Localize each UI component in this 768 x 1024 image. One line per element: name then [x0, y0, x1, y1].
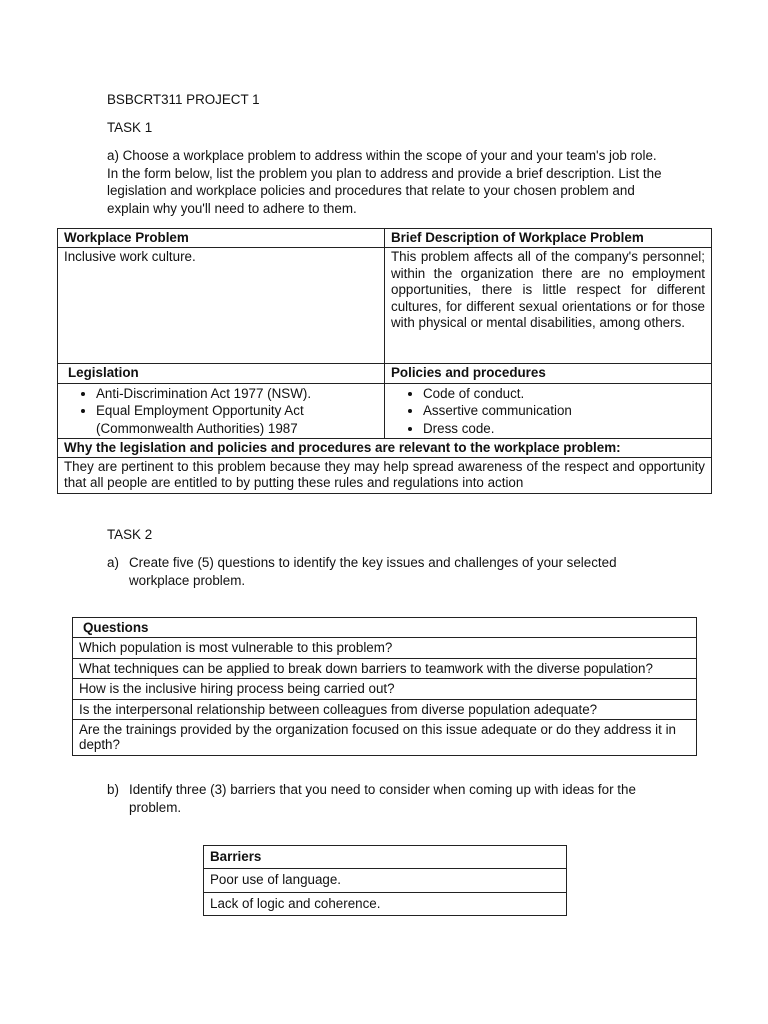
item-a-label: a): [107, 555, 119, 570]
question-row: How is the inclusive hiring process being carried out?: [73, 679, 697, 699]
document-title: BSBCRT311 PROJECT 1: [107, 92, 260, 107]
policies-header: Policies and procedures: [385, 364, 712, 383]
task2-label: TASK 2: [107, 527, 153, 542]
why-relevant-header: Why the legislation and policies and procedures are relevant to the workplace problem:: [58, 438, 712, 457]
workplace-problem-cell: Inclusive work culture.: [58, 248, 385, 364]
legislation-list: [64, 385, 378, 438]
question-row: What techniques can be applied to break down barriers to teamwork with the diverse population?: [73, 658, 697, 678]
question-row: Which population is most vulnerable to this problem?: [73, 638, 697, 658]
task1-intro: a) Choose a workplace problem to address within the scope of your and your team's job role. In the form below, list the problem you plan to address and provide a brief description. List the legislation and workplace policies and procedures that relate to your chosen problem and explain why you'll need to adhere to them.: [107, 148, 662, 216]
legislation-header: Legislation: [58, 364, 385, 383]
legislation-item: • Anti-Discrimination Act 1977 (NSW).: [96, 385, 378, 403]
task1-label: TASK 1: [107, 120, 153, 135]
barriers-table: [203, 845, 567, 916]
description-cell: This problem affects all of the company's personnel; within the organization there are no employment opportunities, there is little respect for different cultures, for different sexual orientations or for those with physical or mental disabilities, among others.: [385, 248, 712, 364]
policies-list: [391, 385, 705, 438]
description-header: Brief Description of Workplace Problem: [385, 229, 712, 248]
barrier-row: Poor use of language.: [204, 869, 567, 892]
workplace-problem-header: Workplace Problem: [58, 229, 385, 248]
legislation-cell: [58, 383, 385, 438]
item-a-text: Create five (5) questions to identify the key issues and challenges of your selected workplace problem.: [129, 555, 617, 588]
question-row: Is the interpersonal relationship between colleagues from diverse population adequate?: [73, 699, 697, 719]
item-b-label: b): [107, 782, 119, 797]
questions-header: Questions: [73, 618, 697, 638]
questions-table: [72, 617, 697, 756]
barriers-header: Barriers: [204, 846, 567, 869]
policy-item: • Dress code.: [423, 420, 705, 438]
question-row: Are the trainings provided by the organization focused on this issue adequate or do they address it in depth?: [73, 720, 697, 756]
policy-item: • Assertive communication: [423, 402, 705, 420]
item-b-text: Identify three (3) barriers that you need to consider when coming up with ideas for the problem.: [129, 782, 636, 815]
why-relevant-text: They are pertinent to this problem because they may help spread awareness of the respect and opportunity that all people are entitled to by putting these rules and regulations into action: [58, 458, 712, 494]
task1-table: [57, 228, 712, 494]
legislation-item: • Equal Employment Opportunity Act (Commonwealth Authorities) 1987: [96, 402, 378, 437]
policies-cell: [385, 383, 712, 438]
policy-item: • Code of conduct.: [423, 385, 705, 403]
barrier-row: Lack of logic and coherence.: [204, 892, 567, 915]
